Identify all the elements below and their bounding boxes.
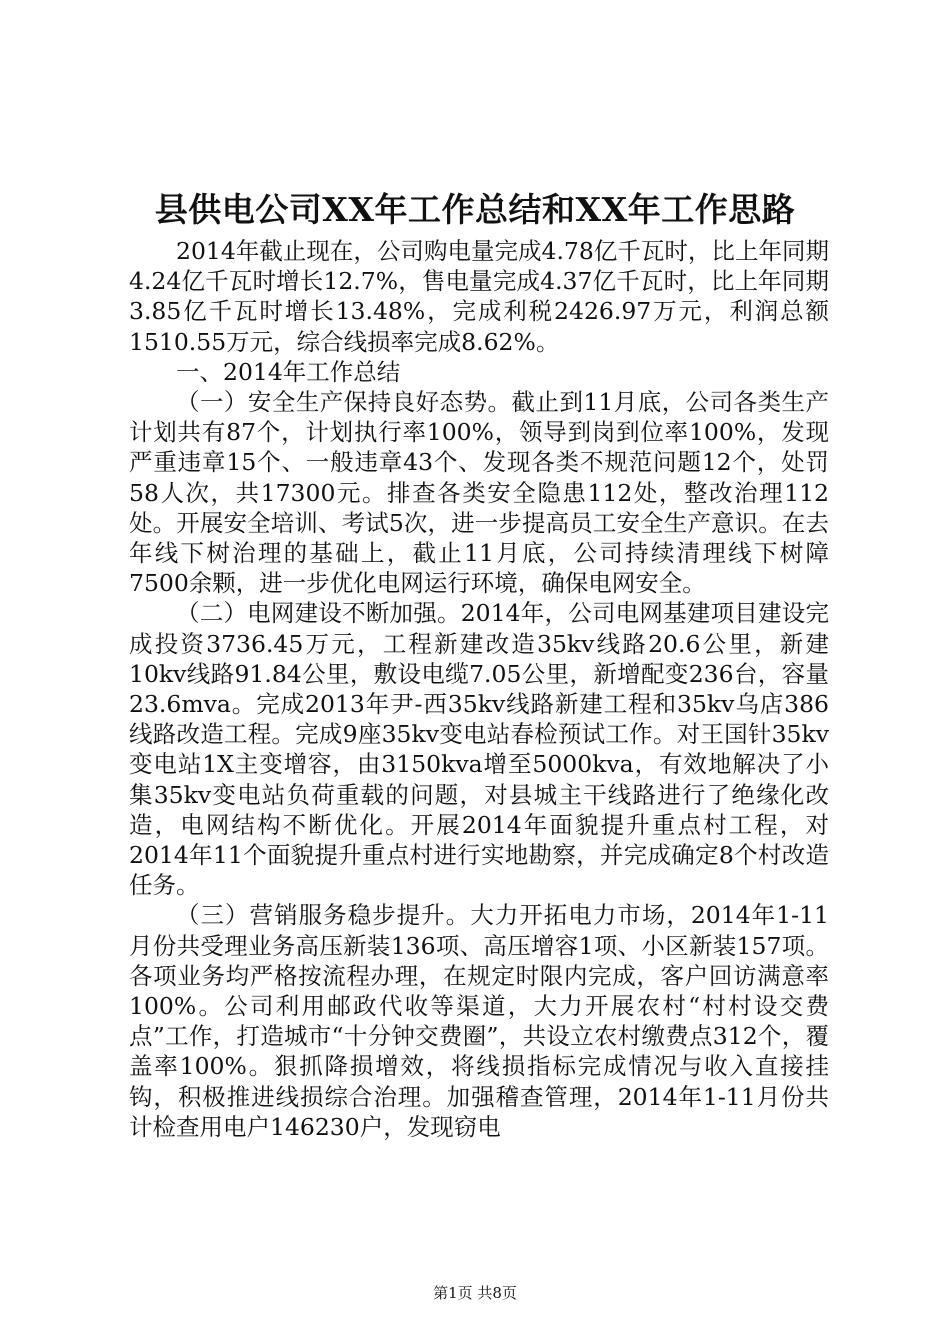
paragraph-safety: （一）安全生产保持良好态势。截止到11月底，公司各类生产计划共有87个，计划执行率100%，领导到岗到位率100%，发现严重违章15个、一般违章43个、发现各类不规范问题12个，处罚58人次，共17300元。排查各类安全隐患112处，整改治理112处。开展安全培训、考试5次，进一步提高员工安全生产意识。在去年线下树治理的基础上，截止11月底，公司持续清理线下树障7500余颗，进一步优化电网运行环境，确保电网安全。	[129, 388, 829, 598]
paragraph-grid-construction: （二）电网建设不断加强。2014年，公司电网基建项目建设完成投资3736.45万元，工程新建改造35kv线路20.6公里，新建10kv线路91.84公里，敷设电缆7.05公里，新增配变236台，容量23.6mva。完成2013年尹-西35kv线路新建工程和35kv乌店386线路改造工程。完成9座35kv变电站春检预试工作。对王国针35kv变电站1X主变增容，由3150kva增至5000kva，有效地解决了小集35kv变电站负荷重载的问题，对县城主干线路进行了绝缘化改造，电网结构不断优化。开展2014年面貌提升重点村工程，对2014年11个面貌提升重点村进行实地勘察，并完成确定8个村改造任务。	[129, 599, 829, 900]
paragraph-summary: 2014年截止现在，公司购电量完成4.78亿千瓦时，比上年同期4.24亿千瓦时增长12.7%，售电量完成4.37亿千瓦时，比上年同期3.85亿千瓦时增长13.48%，完成利税2426.97万元，利润总额1510.55万元，综合线损率完成8.62%。	[129, 237, 829, 356]
paragraph-marketing-service: （三）营销服务稳步提升。大力开拓电力市场，2014年1-11月份共受理业务高压新装136项、高压增容1项、小区新装157项。各项业务均严格按流程办理，在规定时限内完成，客户回访满意率100%。公司利用邮政代收等渠道，大力开展农村“村村设交费点”工作，打造城市“十分钟交费圈”，共设立农村缴费点312个，覆盖率100%。狠抓降损增效，将线损指标完成情况与收入直接挂钩，积极推进线损综合治理。加强稽查管理，2014年1-11月份共计检查用电户146230户，发现窃电	[129, 901, 829, 1141]
document-title: 县供电公司XX年工作总结和XX年工作思路	[154, 190, 796, 229]
section-heading: 一、2014年工作总结	[176, 357, 401, 386]
page-number: 第1页 共8页	[433, 1284, 517, 1302]
document-body	[129, 236, 829, 1142]
